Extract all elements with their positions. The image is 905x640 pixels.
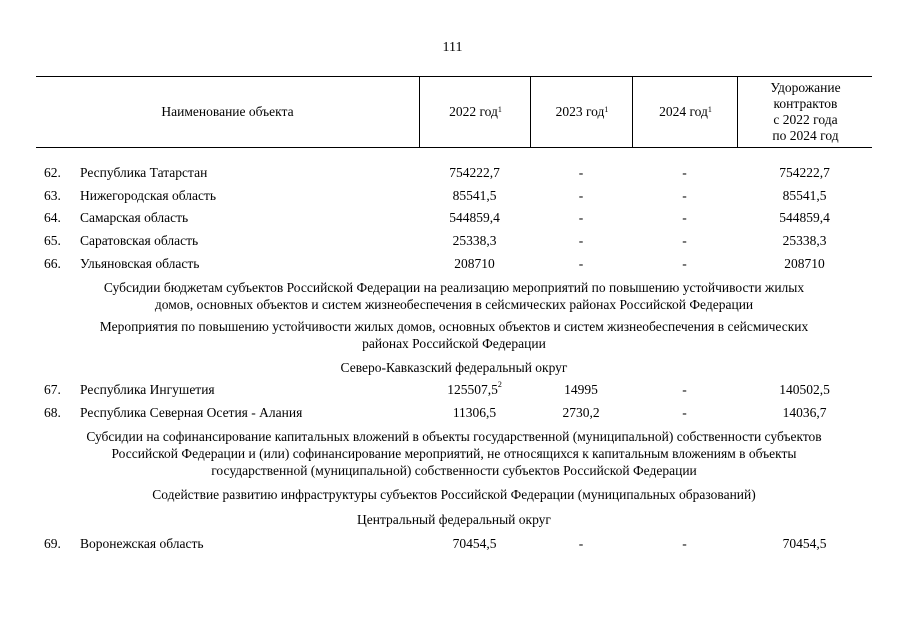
header-2023: 2023 год $^1$	[530, 77, 633, 147]
table-header	[36, 76, 872, 148]
page-number: 111	[442, 40, 463, 55]
table-row: 63. Нижегородская область 85541,5 - - 85541,5	[44, 188, 827, 203]
header-2024: 2024 год $^1$	[632, 77, 738, 147]
table-row: 64. Самарская область 544859,4 - - 544859,4	[44, 210, 830, 225]
table-row: 62. Республика Татарстан 754222,7 - - 754222,7	[44, 165, 830, 180]
table-row: 67. Республика Ингушетия 125507,5$^2$ 14995 - 140502,5	[44, 379, 830, 397]
section-heading-infrastructure: Содействие развитию инфраструктуры субъектов Российской Федерации (муниципальных образований)	[152, 487, 756, 502]
header-2022: 2022 год $^1$	[419, 77, 531, 147]
section-heading-cofinancing: Субсидии на софинансирование капитальных вложений в объекты государственной (муниципальной) собственности субъектов Российской Федерации и (или) софинансирование мероприятий, не относящихся к капитальным вложениям в объекты государственной (муниципальной) собственности субъектов Российской Федерации	[86, 429, 822, 478]
table-row: 65. Саратовская область 25338,3 - - 25338,3	[44, 233, 827, 248]
table-row: 66. Ульяновская область 208710 - - 208710	[44, 256, 825, 271]
section-heading-district-central: Центральный федеральный округ	[357, 512, 551, 527]
section-heading-subsidies-seismic: Субсидии бюджетам субъектов Российской Федерации на реализацию мероприятий по повышению устойчивости жилых домов, основных объектов и систем жизнеобеспечения в сейсмических районах Российской Федерации	[103, 280, 805, 312]
header-name: Наименование объекта	[161, 104, 294, 119]
table-row: 68. Республика Северная Осетия - Алания 11306,5 2730,2 - 14036,7	[44, 405, 827, 420]
table-row: 69. Воронежская область 70454,5 - - 70454,5	[44, 536, 827, 551]
section-heading-district-nk: Северо-Кавказский федеральный округ	[340, 360, 568, 375]
section-heading-measures: Мероприятия по повышению устойчивости жилых домов, основных объектов и систем жизнеобеспечения в сейсмических районах Российской Федерации	[99, 319, 809, 351]
header-cost-increase: Удорожание контрактов с 2022 года по 2024 год	[737, 77, 873, 147]
